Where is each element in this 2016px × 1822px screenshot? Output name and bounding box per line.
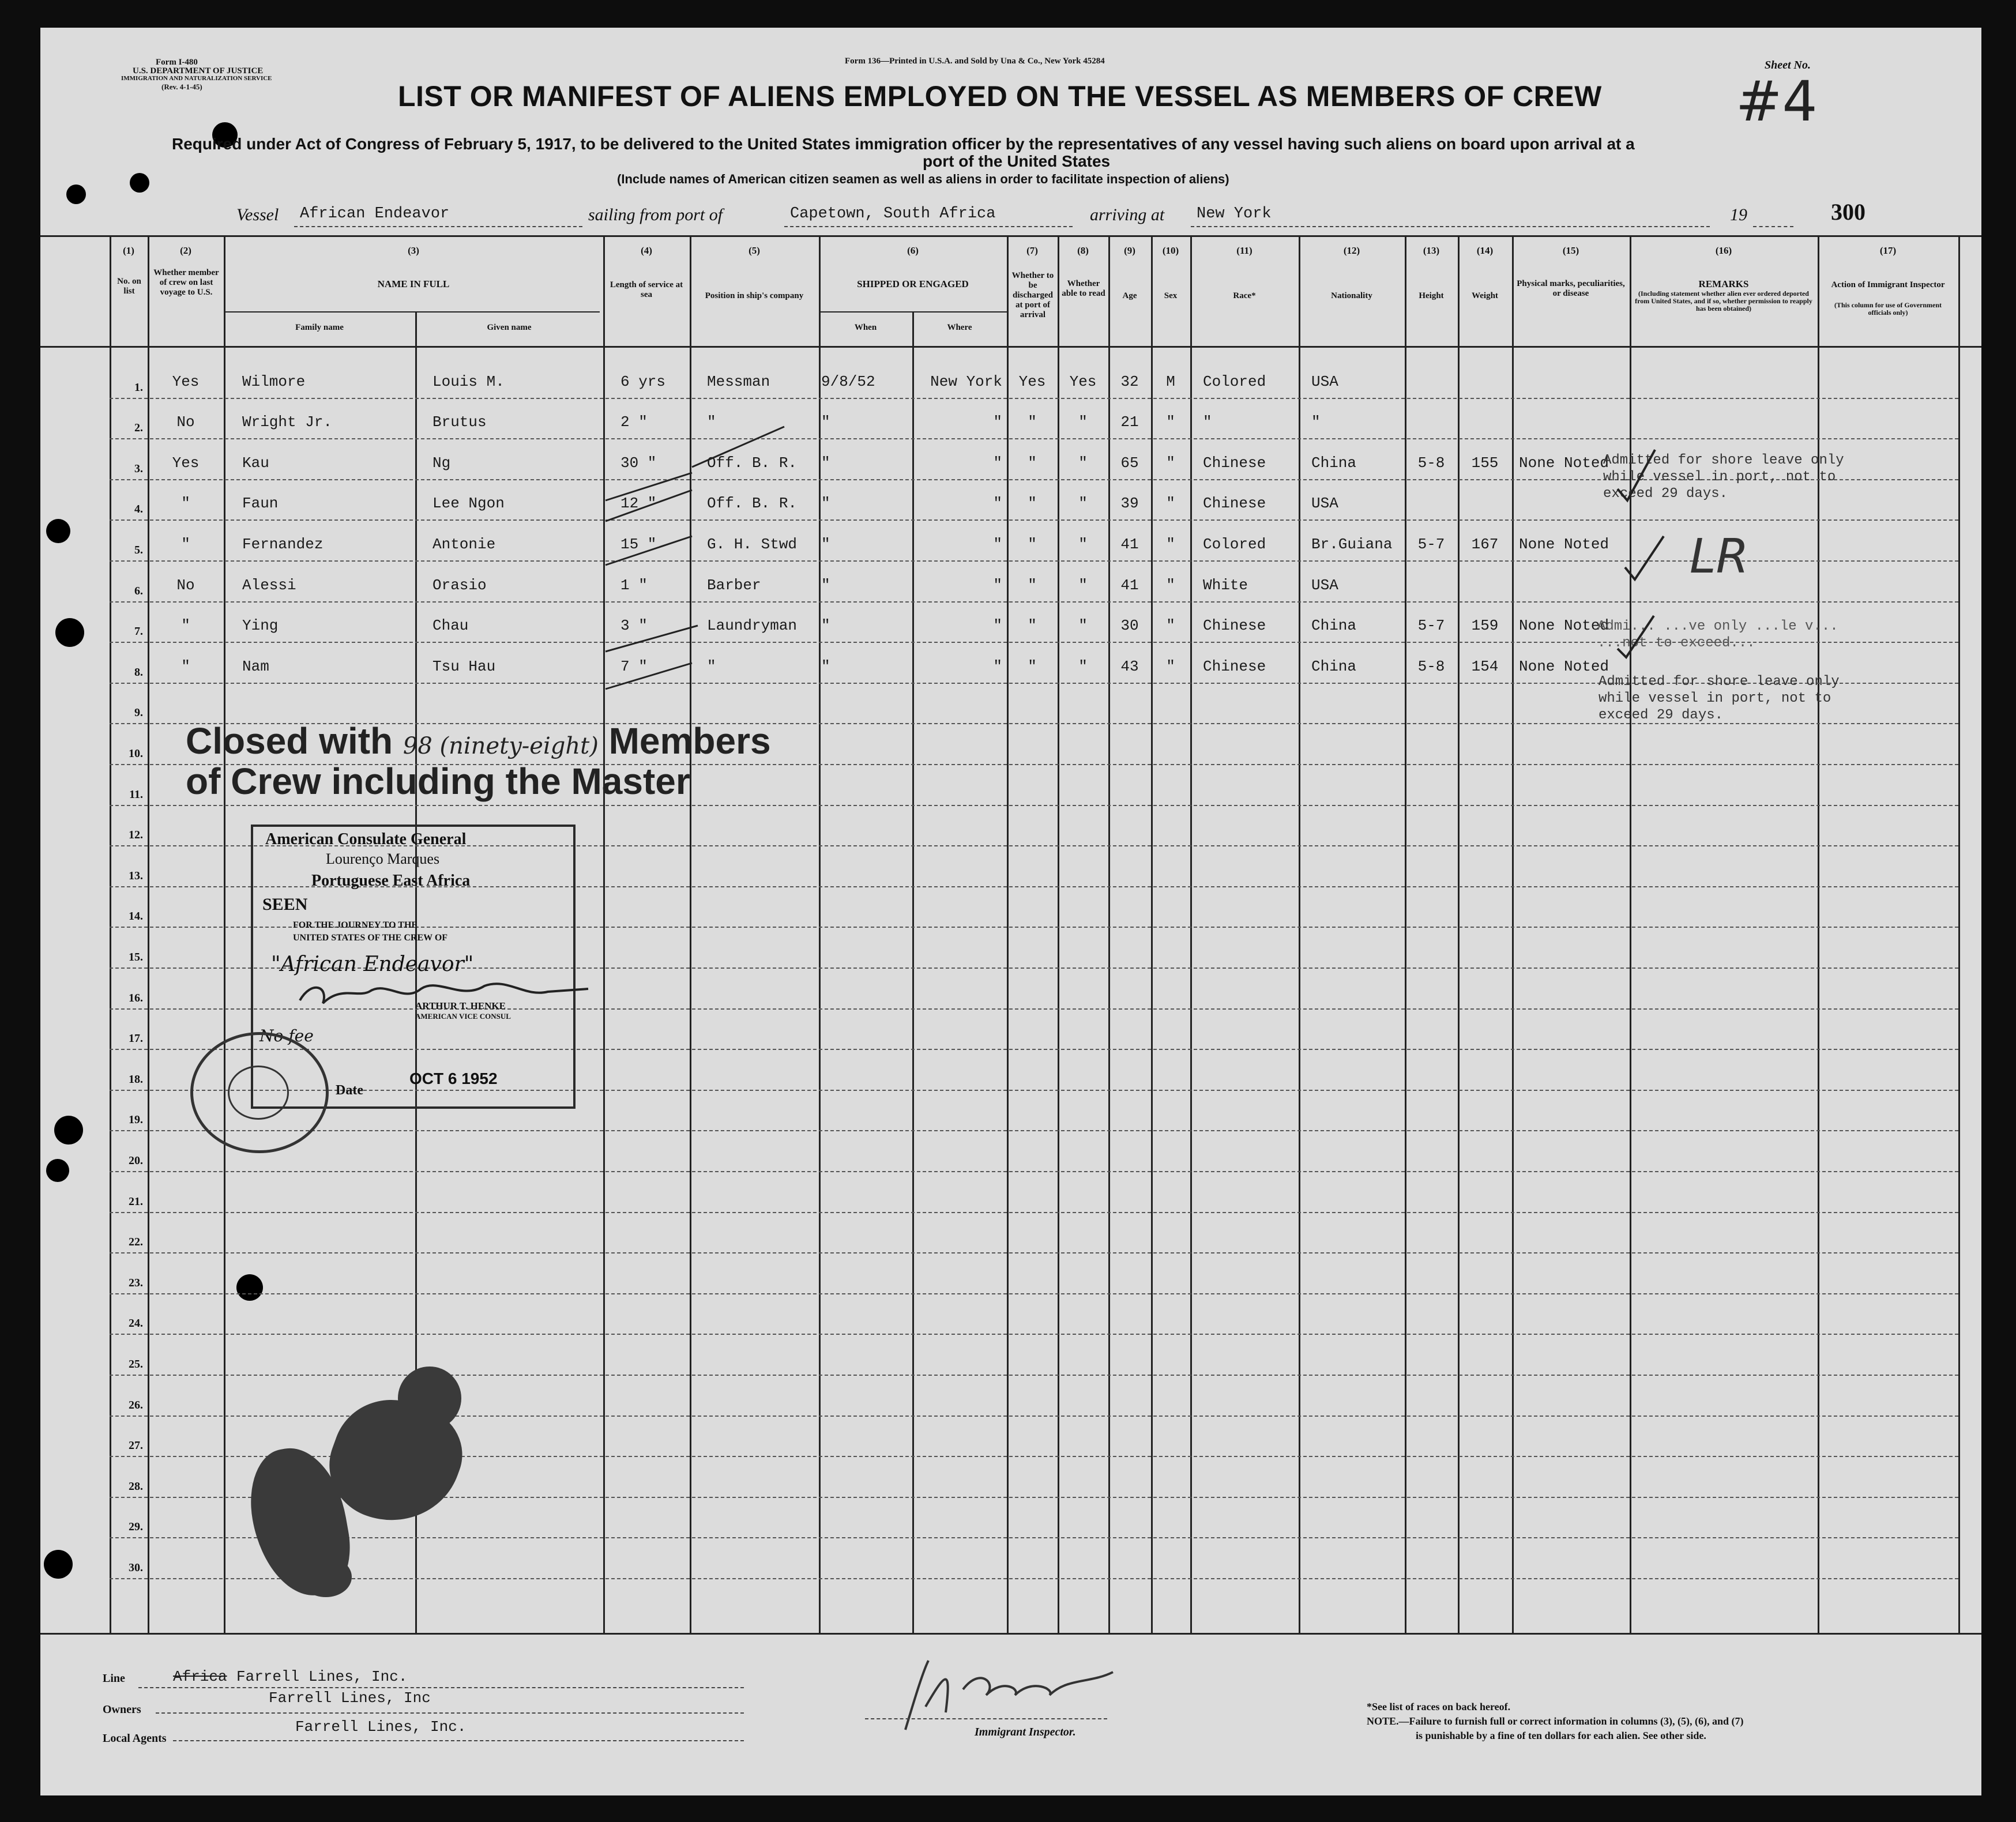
cell-sex: ": [1166, 454, 1175, 472]
cell-service: 12 ": [620, 495, 657, 513]
consulate-city: Lourenço Marques: [326, 850, 440, 867]
footer-line-rule: [138, 1687, 744, 1688]
row-number: 8.: [134, 665, 143, 679]
cell-position: Off. B. R.: [707, 454, 798, 472]
row-number: 21.: [129, 1195, 143, 1208]
cell-family: Nam: [242, 657, 269, 675]
sheet-number-label: Sheet No.: [1765, 59, 1811, 71]
closing-stamp-members: Members: [608, 720, 771, 762]
row-number: 25.: [129, 1358, 143, 1371]
cell-last: Yes: [172, 454, 200, 472]
cell-discharged: ": [1028, 454, 1037, 472]
cell-discharged: ": [1028, 495, 1037, 513]
cell-given: Tsu Hau: [432, 657, 496, 675]
cell-where: ": [993, 617, 1002, 635]
row-number: 17.: [129, 1032, 143, 1045]
col-num-16: (16): [1715, 245, 1732, 256]
cell-position: Barber: [707, 576, 761, 594]
cell-where: ": [993, 413, 1002, 431]
header-when: When: [854, 323, 877, 332]
footer-owners-rule: [156, 1712, 744, 1714]
cell-height: 5-8: [1417, 454, 1445, 472]
vice-consul-name: ARTHUR T. HENKE: [415, 1000, 506, 1011]
row-number: 15.: [129, 951, 143, 963]
races-note: *See list of races on back hereof.: [1367, 1701, 1511, 1712]
row-number: 22.: [129, 1236, 143, 1249]
cell-age: 41: [1120, 536, 1139, 553]
header-name-in-full: NAME IN FULL: [377, 278, 450, 289]
cell-weight: 155: [1471, 454, 1499, 472]
row-number: 29.: [129, 1520, 143, 1534]
cell-read: ": [1078, 413, 1088, 431]
cell-discharged: ": [1028, 536, 1037, 553]
col-num-7: (7): [1026, 245, 1038, 256]
consulate-round-seal-inner: [228, 1066, 289, 1120]
row-number: 16.: [129, 991, 143, 1004]
footer-owners-label: Owners: [103, 1703, 141, 1716]
cell-nationality: China: [1311, 454, 1357, 472]
col-num-14: (14): [1476, 245, 1494, 256]
footer-agents-label: Local Agents: [103, 1732, 167, 1745]
consulate-seen: SEEN: [262, 895, 308, 914]
header-length-of-service: Length of service at sea: [610, 280, 683, 299]
header-physical-marks: Physical marks, peculiarities, or disease: [1517, 279, 1625, 298]
cell-family: Kau: [242, 454, 269, 472]
closing-stamp-line-2: of Crew including the Master: [186, 761, 690, 802]
page-number: 300: [1831, 199, 1865, 225]
cell-read: ": [1078, 657, 1088, 675]
col-num-10: (10): [1162, 245, 1179, 256]
header-nationality: Nationality: [1331, 291, 1372, 300]
row-number: 24.: [129, 1317, 143, 1330]
row-number: 18.: [129, 1072, 143, 1086]
cell-where: New York: [930, 372, 1002, 390]
cell-given: Brutus: [432, 413, 487, 431]
water-stain: [398, 1366, 461, 1430]
immigrant-inspector-label: Immigrant Inspector.: [975, 1726, 1076, 1738]
cell-when: ": [821, 454, 830, 472]
cell-last: Yes: [172, 372, 200, 390]
col-num-11: (11): [1236, 245, 1253, 256]
cell-last: No: [176, 576, 195, 594]
cell-sex: ": [1166, 536, 1175, 553]
vice-consul-title: AMERICAN VICE CONSUL: [415, 1012, 511, 1021]
department-name: U.S. DEPARTMENT OF JUSTICE: [133, 66, 264, 76]
col-num-15: (15): [1562, 245, 1579, 256]
header-given-name: Given name: [487, 323, 532, 332]
cell-age: 39: [1120, 495, 1139, 513]
cell-nationality: USA: [1311, 495, 1338, 513]
cell-read: ": [1078, 536, 1088, 553]
col-num-17: (17): [1879, 245, 1897, 256]
cell-read: ": [1078, 617, 1088, 635]
cell-where: ": [993, 657, 1002, 675]
remarks-entry: Admitted for shore leave only while vessel in port, not to exceed 29 days.: [1598, 674, 1840, 723]
closing-stamp-line-1: [186, 720, 771, 762]
cell-sex: ": [1166, 657, 1175, 675]
cell-sex: M: [1166, 372, 1175, 390]
consulate-name: American Consulate General: [265, 830, 467, 848]
consulate-crew-of: UNITED STATES OF THE CREW OF: [293, 933, 448, 943]
cell-service: 15 ": [620, 536, 657, 553]
cell-sex: ": [1166, 413, 1175, 431]
cell-age: 43: [1120, 657, 1139, 675]
footer-line-struck: Africa: [173, 1668, 227, 1685]
penalty-note-cont: is punishable by a fine of ten dollars for each alien. See other side.: [1416, 1730, 1706, 1741]
header-weight: Weight: [1472, 291, 1498, 300]
revision-date: (Rev. 4-1-45): [161, 82, 202, 91]
closing-stamp-closed-with: Closed with: [186, 720, 393, 762]
cell-last: ": [181, 617, 190, 635]
cell-race: ": [1203, 413, 1212, 431]
year-prefix: 19: [1730, 205, 1747, 224]
cell-discharged: ": [1028, 413, 1037, 431]
cell-discharged: ": [1028, 657, 1037, 675]
cell-family: Fernandez: [242, 536, 324, 553]
cell-when: ": [821, 495, 830, 513]
cell-weight: 167: [1471, 536, 1499, 553]
cell-age: 41: [1120, 576, 1139, 594]
cell-race: White: [1203, 576, 1248, 594]
cell-nationality: China: [1311, 657, 1357, 675]
cell-read: ": [1078, 495, 1088, 513]
header-shipped-engaged: SHIPPED OR ENGAGED: [857, 278, 969, 289]
cell-last: No: [176, 413, 195, 431]
cell-height: 5-7: [1417, 536, 1445, 553]
cell-service: 30 ": [620, 454, 657, 472]
cell-nationality: USA: [1311, 372, 1338, 390]
closing-stamp-count: 98 (ninety-eight): [403, 733, 599, 759]
cell-sex: ": [1166, 495, 1175, 513]
cell-position: ": [707, 413, 716, 431]
cell-service: 3 ": [620, 617, 648, 635]
cell-given: Lee Ngon: [432, 495, 505, 513]
cell-race: Colored: [1203, 536, 1266, 553]
header-position: Position in ship's company: [705, 291, 804, 300]
vessel-label: Vessel: [236, 205, 279, 224]
row-number: 28.: [129, 1480, 143, 1493]
cell-last: ": [181, 657, 190, 675]
col-num-8: (8): [1077, 245, 1089, 256]
row-number: 12.: [129, 829, 143, 842]
handwritten-initials: LR: [1690, 529, 1749, 584]
sailing-label: sailing from port of: [588, 205, 723, 224]
cell-family: Alessi: [242, 576, 296, 594]
consulate-vessel-name: "African Endeavor": [271, 953, 474, 976]
cell-race: Chinese: [1203, 617, 1266, 635]
header-age: Age: [1122, 291, 1137, 300]
cell-height: 5-7: [1417, 617, 1445, 635]
header-height: Height: [1419, 291, 1444, 300]
vessel-value: African Endeavor: [300, 205, 450, 223]
cell-discharged: ": [1028, 617, 1037, 635]
cell-where: ": [993, 536, 1002, 553]
col-num-1: (1): [123, 245, 134, 256]
cell-race: Chinese: [1203, 495, 1266, 513]
footer-agents-rule: [173, 1740, 744, 1741]
consulate-date-value: OCT 6 1952: [409, 1070, 498, 1087]
row-number: 7.: [134, 625, 143, 638]
cell-weight: 154: [1471, 657, 1499, 675]
col-num-2: (2): [180, 245, 191, 256]
col-num-3: (3): [408, 245, 419, 256]
consulate-journey: FOR THE JOURNEY TO THE: [293, 920, 418, 930]
row-number: 2.: [134, 421, 143, 435]
sheet-handwritten-mark: #4: [1736, 69, 1818, 134]
header-family-name: Family name: [295, 323, 344, 332]
cell-when: ": [821, 576, 830, 594]
col-num-9: (9): [1124, 245, 1135, 256]
subtitle-port: port of the United States: [923, 152, 1111, 170]
cell-when: ": [821, 657, 830, 675]
header-no-on-list: No. on list: [117, 277, 141, 296]
row-number: 3.: [134, 462, 143, 475]
cell-given: Louis M.: [432, 372, 505, 390]
penalty-note: NOTE.—Failure to furnish full or correct information in columns (3), (5), (6), and (7): [1367, 1715, 1744, 1727]
page-title: LIST OR MANIFEST OF ALIENS EMPLOYED ON THE VESSEL AS MEMBERS OF CREW: [398, 80, 1602, 112]
row-number: 6.: [134, 584, 143, 597]
inspector-signature-rule: [865, 1718, 1107, 1719]
header-race: Race*: [1233, 291, 1256, 300]
row-number: 1.: [134, 381, 143, 394]
cell-when: 9/8/52: [821, 372, 875, 390]
cell-last: ": [181, 536, 190, 553]
cell-when: ": [821, 617, 830, 635]
cell-service: 7 ": [620, 657, 648, 675]
cell-nationality: USA: [1311, 576, 1338, 594]
service-name: IMMIGRATION AND NATURALIZATION SERVICE: [121, 75, 272, 82]
cell-age: 21: [1120, 413, 1139, 431]
row-number: 14.: [129, 910, 143, 923]
cell-read: ": [1078, 576, 1088, 594]
cell-where: ": [993, 495, 1002, 513]
no-fee-note: No fee: [259, 1026, 314, 1045]
header-discharged: Whether to be discharged at port of arrival: [1011, 271, 1054, 319]
printer-note: Form 136—Printed in U.S.A. and Sold by Una & Co., New York 45284: [845, 57, 1105, 66]
cell-position: G. H. Stwd: [707, 536, 798, 553]
header-where: Where: [947, 323, 972, 332]
cell-read: ": [1078, 454, 1088, 472]
col-num-4: (4): [641, 245, 652, 256]
cell-height: 5-8: [1417, 657, 1445, 675]
cell-position: Off. B. R.: [707, 495, 798, 513]
cell-family: Ying: [242, 617, 279, 635]
cell-family: Wright Jr.: [242, 413, 333, 431]
row-number: 11.: [129, 788, 143, 801]
cell-when: ": [821, 413, 830, 431]
cell-nationality: Br.Guiana: [1311, 536, 1393, 553]
water-stain: [300, 1557, 352, 1597]
header-remarks: REMARKS: [1698, 278, 1749, 289]
cell-family: Faun: [242, 495, 279, 513]
cell-given: Orasio: [432, 576, 487, 594]
cell-sex: ": [1166, 576, 1175, 594]
header-action-inspector: Action of Immigrant Inspector: [1831, 280, 1945, 289]
header-last-voyage: Whether member of crew on last voyage to U.S.: [153, 268, 219, 297]
header-sex: Sex: [1164, 291, 1178, 300]
col-num-6: (6): [907, 245, 919, 256]
cell-age: 30: [1120, 617, 1139, 635]
col-num-5: (5): [749, 245, 760, 256]
row-number: 30.: [129, 1561, 143, 1574]
header-action-note: (This column for use of Government officials only): [1834, 301, 1942, 317]
sailing-value: Capetown, South Africa: [790, 205, 996, 223]
consulate-country: Portuguese East Africa: [311, 872, 471, 890]
row-number: 4.: [134, 503, 143, 516]
cell-race: Chinese: [1203, 454, 1266, 472]
cell-discharged: Yes: [1018, 372, 1046, 390]
cell-last: ": [181, 495, 190, 513]
cell-service: 6 yrs: [620, 372, 666, 390]
row-number: 23.: [129, 1276, 143, 1289]
form-number: Form I-480: [156, 58, 198, 67]
cell-given: Chau: [432, 617, 469, 635]
footer-line-label: Line: [103, 1672, 125, 1685]
cell-discharged: ": [1028, 576, 1037, 594]
cell-sex: ": [1166, 617, 1175, 635]
subtitle-act: Required under Act of Congress of February 5, 1917, to be delivered to the United States immigration officer by the representatives of any vessel having such aliens on board upon arrival at a: [172, 135, 1635, 153]
row-number: 19.: [129, 1113, 143, 1127]
arriving-value: New York: [1197, 205, 1272, 223]
cell-read: Yes: [1069, 372, 1097, 390]
cell-service: 2 ": [620, 413, 648, 431]
cell-nationality: China: [1311, 617, 1357, 635]
cell-family: Wilmore: [242, 372, 306, 390]
cell-position: Messman: [707, 372, 770, 390]
row-number: 10.: [129, 747, 143, 760]
row-number: 26.: [129, 1398, 143, 1411]
cell-where: ": [993, 576, 1002, 594]
cell-marks: None Noted: [1519, 536, 1609, 553]
cell-given: Ng: [432, 454, 451, 472]
arriving-label: arriving at: [1090, 205, 1165, 224]
cell-where: ": [993, 454, 1002, 472]
row-number: 27.: [129, 1439, 143, 1452]
cell-race: Colored: [1203, 372, 1266, 390]
cell-nationality: ": [1311, 413, 1321, 431]
col-num-12: (12): [1343, 245, 1360, 256]
footer-agents-value: Farrell Lines, Inc.: [295, 1718, 467, 1736]
footer-line-value: Farrell Lines, Inc.: [236, 1668, 408, 1685]
cell-given: Antonie: [432, 536, 496, 553]
remarks-entry: Admitted for shore leave only while vessel in port, not to exceed 29 days.: [1603, 453, 1844, 502]
cell-age: 32: [1120, 372, 1139, 390]
header-remarks-note: (Including statement whether alien ever ordered deported from United States, and if so, whether permission to reapply has been obtained): [1635, 289, 1812, 313]
cell-marks: None Noted: [1519, 657, 1609, 675]
remarks-entry: Admi... ...ve only ...le v... ...not to exceed...: [1597, 619, 1838, 651]
cell-when: ": [821, 536, 830, 553]
row-number: 9.: [134, 706, 143, 720]
cell-marks: None Noted: [1519, 617, 1609, 635]
cell-weight: 159: [1471, 617, 1499, 635]
row-number: 13.: [129, 869, 143, 882]
col-num-13: (13): [1423, 245, 1440, 256]
cell-age: 65: [1120, 454, 1139, 472]
cell-marks: None Noted: [1519, 454, 1609, 472]
row-number: 20.: [129, 1154, 143, 1167]
footer-owners-value: Farrell Lines, Inc: [269, 1689, 431, 1707]
subtitle-include: (Include names of American citizen seamen as well as aliens in order to facilitate inspection of aliens): [617, 172, 1229, 186]
cell-position: Laundryman: [707, 617, 798, 635]
cell-race: Chinese: [1203, 657, 1266, 675]
cell-position: ": [707, 657, 716, 675]
row-number: 5.: [134, 544, 143, 556]
cell-service: 1 ": [620, 576, 648, 594]
header-able-to-read: Whether able to read: [1062, 279, 1105, 298]
consulate-date-label: Date: [336, 1083, 363, 1098]
